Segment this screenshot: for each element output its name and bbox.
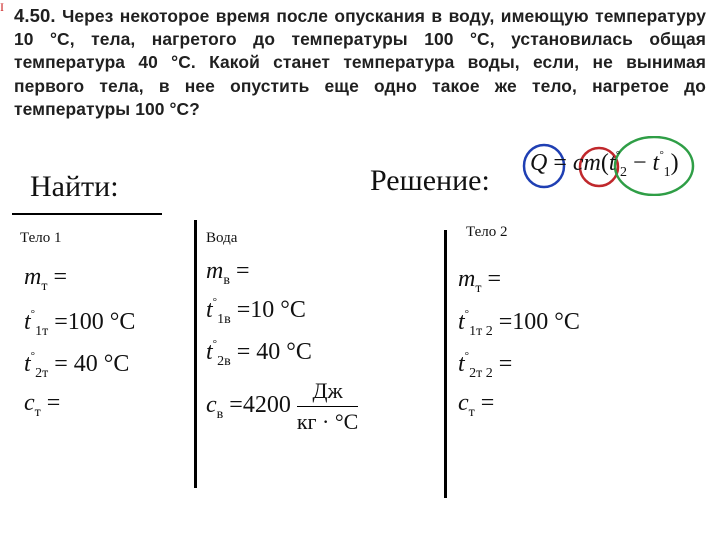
corner-mark: I <box>0 0 4 14</box>
formula-close-paren: ) <box>670 150 679 176</box>
body1-final-temp: $t^\circ_{2т} = 40$ °С <box>24 350 130 381</box>
water-heat-unit <box>297 378 359 435</box>
formula-t1: t <box>652 150 660 176</box>
body1-initial-temp: $t^\circ_{1т} =100$ °С <box>24 308 136 339</box>
body1-specific-heat: $c_т$ = <box>24 390 61 420</box>
find-underline <box>12 213 162 215</box>
formula-minus: − <box>632 150 647 176</box>
formula-equals: = <box>553 150 567 176</box>
water-mass: $m_в$ = <box>206 258 250 288</box>
column-header-body1: Тело 1 <box>20 230 62 246</box>
body2-specific-heat: $c_т$ = <box>458 390 495 420</box>
heat-formula <box>514 136 704 196</box>
water-specific-heat: $c_в =4200$ $\frac{Дж}{кг \cdot ^\circ С}$ <box>206 378 359 434</box>
unit-denominator: кг · °С <box>296 409 359 434</box>
formula-text <box>530 149 679 181</box>
column-header-water: Вода <box>206 230 238 246</box>
formula-t1-sub: 1 <box>663 165 671 180</box>
problem-text: Через некоторое время после опускания в воду, имеющую температуру 10 °С, тела, нагретого до температуры 100 °С, установилась общая температура 40 °С. Какой станет температура воды, если, не вынимая первого тела, в нее опустить еще одно такое же тело, нагретое до температуры 100 °С? <box>14 6 706 119</box>
formula-open-paren: ( <box>600 150 609 176</box>
formula-t1-deg: ° <box>659 149 664 161</box>
problem-number: 4.50. <box>14 5 56 26</box>
formula-q: Q <box>530 150 548 176</box>
find-title: Найти: <box>30 170 119 203</box>
solution-title: Решение: <box>370 164 490 197</box>
column-divider-1 <box>194 220 197 488</box>
body2-mass: $m_т$ = <box>458 266 502 296</box>
formula-t2: t <box>608 150 616 176</box>
column-divider-2 <box>444 230 447 498</box>
column-header-body2: Тело 2 <box>466 224 508 240</box>
formula-t2-deg: ° <box>615 149 620 161</box>
water-final-temp: $t^\circ_{2в} = 40$ °С <box>206 338 312 369</box>
formula-t2-sub: 2 <box>619 165 627 180</box>
formula-cm: cm <box>572 150 601 176</box>
body1-mass: $m_т$ = <box>24 264 68 294</box>
problem-statement <box>14 4 706 121</box>
body2-initial-temp: $t^\circ_{1т 2} =100$ °С <box>458 308 580 339</box>
water-initial-temp: $t^\circ_{1в} =10$ °С <box>206 296 306 327</box>
unit-numerator: Дж <box>297 378 359 407</box>
body2-final-temp: $t^\circ_{2т 2}$ = <box>458 350 513 381</box>
